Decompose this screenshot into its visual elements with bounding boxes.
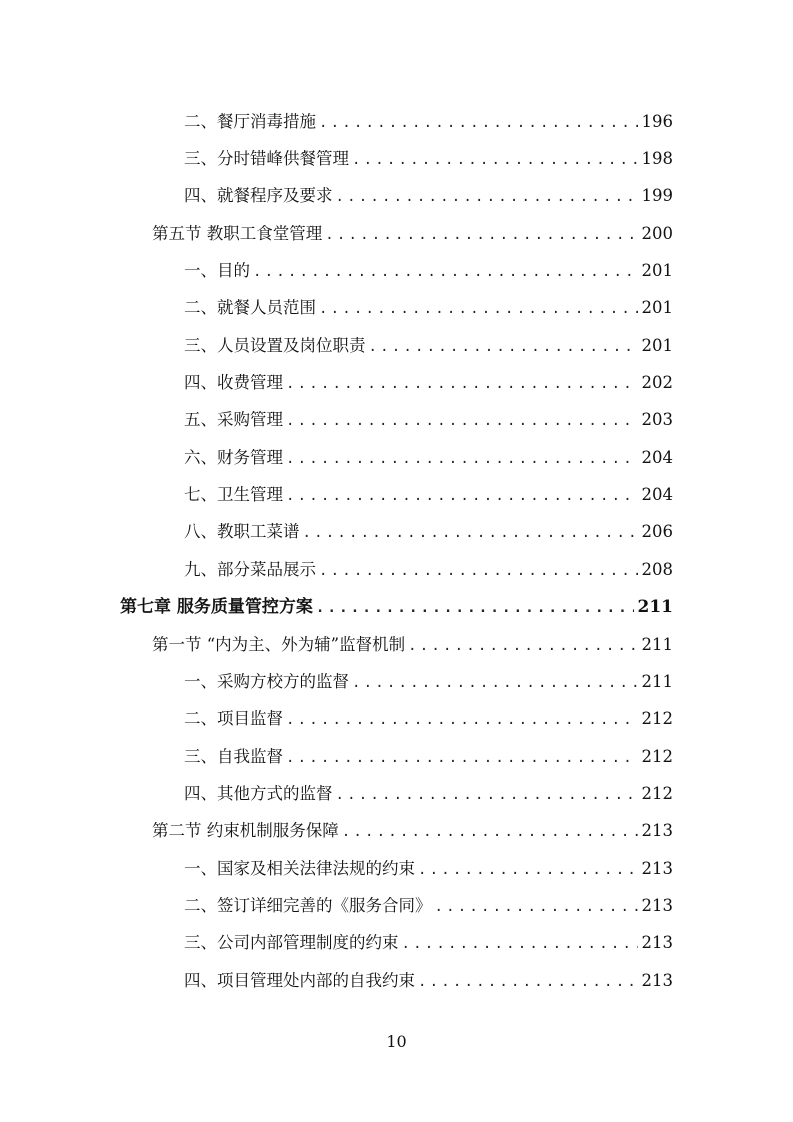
dot-leader (336, 786, 638, 804)
toc-entry-page: 202 (641, 373, 673, 392)
toc-entry[interactable] (184, 406, 673, 430)
toc-entry[interactable] (184, 369, 673, 393)
toc-entry[interactable] (152, 631, 673, 655)
toc-entry-page: 211 (641, 672, 673, 691)
dot-leader (418, 861, 638, 879)
toc-entry-title: 二、餐厅消毒措施 (184, 112, 316, 131)
toc-entry-title: 二、项目监督 (184, 709, 283, 728)
toc-entry-title: 九、部分菜品展示 (184, 560, 316, 579)
toc-entry-title: 三、自我监督 (184, 747, 283, 766)
toc-entry-page: 213 (641, 859, 673, 878)
toc-entry-title: 七、卫生管理 (184, 485, 283, 504)
toc-entry-page: 196 (641, 112, 673, 131)
toc-entry[interactable] (152, 220, 673, 244)
toc-entry-title: 第二节 约束机制服务保障 (152, 821, 339, 840)
toc-entry-title: 四、其他方式的监督 (184, 784, 333, 803)
toc-entry[interactable] (184, 780, 673, 804)
dot-leader (408, 637, 637, 655)
toc-entry-page: 213 (641, 933, 673, 952)
dot-leader (286, 375, 638, 393)
toc-entry-page: 199 (641, 186, 673, 205)
toc-entry-title: 三、分时错峰供餐管理 (184, 149, 349, 168)
toc-entry-page: 212 (641, 747, 673, 766)
toc-entry-page: 213 (641, 821, 673, 840)
toc-entry-page: 212 (641, 784, 673, 803)
dot-leader (319, 562, 638, 580)
toc-entry-page: 204 (641, 448, 673, 467)
dot-leader (352, 151, 638, 169)
toc-entry-page: 212 (641, 709, 673, 728)
toc-chapter-entry[interactable] (120, 593, 673, 617)
toc-entry[interactable] (184, 556, 673, 580)
dot-leader (286, 412, 638, 430)
toc-entry-title: 二、就餐人员范围 (184, 298, 316, 317)
dot-leader (316, 599, 634, 617)
dot-leader (319, 114, 638, 132)
toc-entry[interactable] (152, 817, 673, 841)
toc-entry-title: 三、人员设置及岗位职责 (184, 336, 366, 355)
toc-entry[interactable] (184, 518, 673, 542)
toc-entry-page: 201 (641, 336, 673, 355)
dot-leader (319, 300, 638, 318)
toc-entry[interactable] (184, 855, 673, 879)
toc-entry-page: 200 (641, 224, 673, 243)
dot-leader (286, 749, 638, 767)
toc-entry-page: 201 (641, 298, 673, 317)
dot-leader (303, 524, 638, 542)
toc-entry-page: 213 (641, 896, 673, 915)
toc-entry[interactable] (184, 743, 673, 767)
toc-entry-title: 六、财务管理 (184, 448, 283, 467)
page-number: 10 (386, 1032, 407, 1051)
toc-entry-title: 第七章 服务质量管控方案 (120, 597, 313, 617)
toc-entry-page: 204 (641, 485, 673, 504)
toc-entry-title: 第五节 教职工食堂管理 (152, 224, 323, 243)
toc-entry-title: 一、采购方校方的监督 (184, 672, 349, 691)
toc-entry[interactable] (184, 444, 673, 468)
toc-entry-page: 198 (641, 149, 673, 168)
dot-leader (286, 711, 638, 729)
toc-entry-page: 208 (641, 560, 673, 579)
toc-entry[interactable] (184, 929, 673, 953)
dot-leader (418, 973, 638, 991)
toc-entry-title: 四、收费管理 (184, 373, 283, 392)
toc-entry-page: 213 (641, 971, 673, 990)
toc-entry-title: 二、签订详细完善的《服务合同》 (184, 896, 432, 915)
toc-entry-page: 201 (641, 261, 673, 280)
toc-entry[interactable] (184, 257, 673, 281)
toc-entry[interactable] (184, 332, 673, 356)
toc-entry[interactable] (184, 108, 673, 132)
dot-leader (352, 674, 638, 692)
dot-leader (435, 898, 638, 916)
toc-entry-page: 211 (641, 635, 673, 654)
toc-entry-title: 三、公司内部管理制度的约束 (184, 933, 399, 952)
toc-entry-title: 一、目的 (184, 261, 250, 280)
toc-entry-page: 206 (641, 522, 673, 541)
dot-leader (369, 338, 638, 356)
dot-leader (286, 450, 638, 468)
toc-entry[interactable] (184, 668, 673, 692)
toc-entry[interactable] (184, 481, 673, 505)
toc-entry-title: 五、采购管理 (184, 410, 283, 429)
toc-entry[interactable] (184, 182, 673, 206)
toc-entry[interactable] (184, 145, 673, 169)
dot-leader (336, 188, 638, 206)
toc-entry-title: 一、国家及相关法律法规的约束 (184, 859, 415, 878)
toc-entry-title: 四、项目管理处内部的自我约束 (184, 971, 415, 990)
toc-entry-title: 第一节 “内为主、外为辅”监督机制 (152, 635, 406, 654)
toc-entry-title: 八、教职工菜谱 (184, 522, 300, 541)
toc-entry[interactable] (184, 705, 673, 729)
toc-entry[interactable] (184, 892, 673, 916)
dot-leader (253, 263, 638, 281)
toc-entry-page: 211 (637, 597, 673, 617)
toc-entry-page: 203 (641, 410, 673, 429)
dot-leader (342, 823, 638, 841)
dot-leader (286, 487, 638, 505)
toc-entry-title: 四、就餐程序及要求 (184, 186, 333, 205)
dot-leader (402, 935, 638, 953)
toc-entry[interactable] (184, 294, 673, 318)
toc-entry[interactable] (184, 967, 673, 991)
dot-leader (325, 226, 637, 244)
